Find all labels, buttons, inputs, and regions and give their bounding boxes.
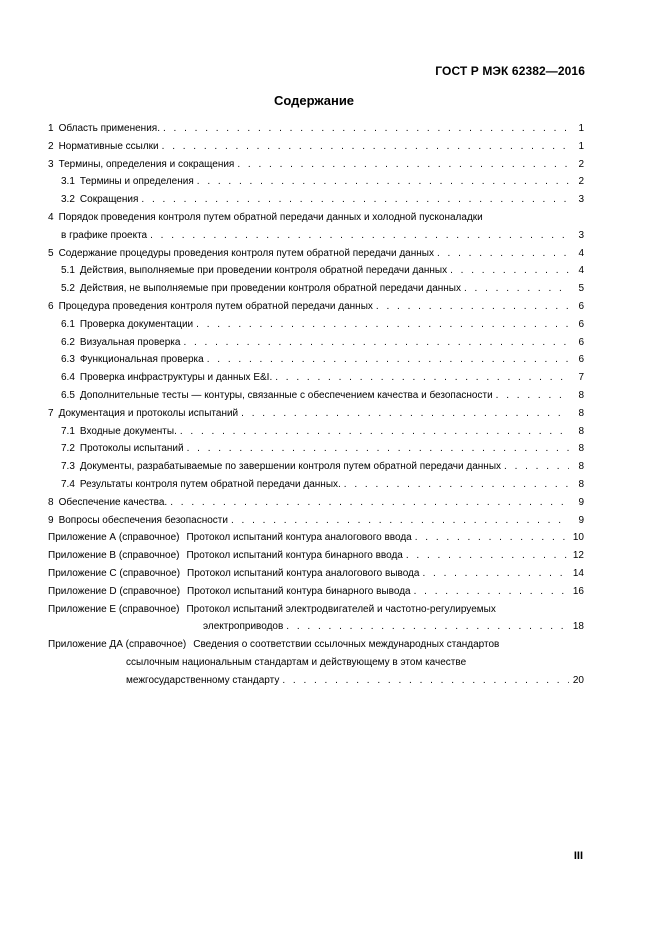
appendix-title-continued: ссылочным национальным стандартам и действующему в этом качестве <box>126 656 467 668</box>
toc-entry <box>48 351 584 369</box>
toc-entry <box>48 120 584 138</box>
toc-entry-title: Дополнительные тесты — контуры, связанные с обеспечением качества и безопасности <box>79 389 493 401</box>
toc-entry-title: Нормативные ссылки <box>58 140 159 152</box>
appendix-page: 14 <box>572 567 584 579</box>
toc-entry-title: Визуальная проверка <box>79 336 181 348</box>
toc-entry-page: 8 <box>578 443 584 455</box>
toc-entry-number: 6.5 <box>61 389 75 401</box>
toc-entry-page: 6 <box>578 354 584 366</box>
toc-entry-number: 3.1 <box>61 176 75 188</box>
toc-leader-dots <box>237 156 569 174</box>
toc-entry <box>48 298 584 316</box>
toc-entry-title: Вопросы обеспечения безопасности <box>58 514 228 526</box>
toc-entry <box>48 227 584 245</box>
toc-entry-title: Процедура проведения контроля путем обратной передачи данных <box>58 300 373 312</box>
toc-entry-page: 7 <box>578 372 584 384</box>
toc-entry-page: 6 <box>578 300 584 312</box>
appendix-label: Приложение В (справочное) <box>48 550 180 562</box>
toc-leader-dots <box>183 334 569 352</box>
page-number: III <box>573 850 583 862</box>
toc-entry-number: 6.4 <box>61 372 75 384</box>
toc-entry-title: Действия, выполняемые при проведении контроля обратной передачи данных <box>79 265 448 277</box>
toc-entry <box>48 512 584 530</box>
appendix-label: Приложение Е (справочное) <box>48 603 180 615</box>
toc-leader-dots <box>150 227 569 245</box>
toc-entry-page: 5 <box>578 283 584 295</box>
toc-entry-page: 1 <box>578 123 584 134</box>
toc-leader-dots <box>196 316 569 334</box>
toc-entry-page: 3 <box>578 194 584 206</box>
toc-entry-page: 2 <box>578 176 584 188</box>
toc-entry <box>48 334 584 352</box>
toc-entry-number: 7.3 <box>61 461 75 473</box>
toc-entry-page: 8 <box>578 425 584 437</box>
appendix-page: 10 <box>572 532 584 544</box>
toc-leader-dots <box>414 583 569 601</box>
appendix-entry <box>48 565 584 583</box>
toc-entry <box>48 156 584 174</box>
toc-entry-number: 3.2 <box>61 194 75 206</box>
appendix-page: 20 <box>572 674 584 686</box>
toc-leader-dots <box>464 280 569 298</box>
appendix-title: Протокол испытаний контура аналогового ввода <box>186 532 412 544</box>
toc-entry-title: Документация и протоколы испытаний <box>58 407 239 419</box>
toc-entry-page: 4 <box>578 265 584 277</box>
appendix-title-continued: электроприводов <box>203 621 284 633</box>
toc-entry-number: 6.3 <box>61 354 75 366</box>
toc-leader-dots <box>170 494 569 512</box>
toc-entry-page: 8 <box>578 407 584 419</box>
toc-entry <box>48 476 584 494</box>
toc-entry <box>48 369 584 387</box>
toc-entry-number: 6 <box>48 300 54 312</box>
toc-entry-page: 2 <box>578 158 584 170</box>
toc-entry-page: 9 <box>578 514 584 526</box>
toc-entry <box>48 138 584 156</box>
toc-entry <box>48 316 584 334</box>
toc-entry <box>48 458 584 476</box>
toc-entry-number: 6.2 <box>61 336 75 348</box>
toc-leader-dots <box>231 512 569 530</box>
toc-entry-number: 3 <box>48 158 54 170</box>
table-of-contents <box>48 120 584 690</box>
toc-leader-dots <box>344 476 569 494</box>
appendix-entry <box>48 618 584 636</box>
toc-entry-page: 4 <box>578 247 584 259</box>
appendix-entry <box>48 529 584 547</box>
toc-entry-page: 1 <box>578 140 584 152</box>
toc-leader-dots <box>496 387 569 405</box>
toc-entry <box>48 494 584 512</box>
toc-leader-dots <box>241 405 569 423</box>
appendix-label: Приложение ДА (справочное) <box>48 639 187 651</box>
toc-leader-dots <box>180 423 569 441</box>
appendix-label: Приложение С (справочное) <box>48 567 181 579</box>
toc-entry <box>48 440 584 458</box>
toc-entry-title: Протоколы испытаний <box>79 443 184 455</box>
toc-entry-number: 7.2 <box>61 443 75 455</box>
toc-entry-number: 9 <box>48 514 54 526</box>
toc-leader-dots <box>162 138 569 156</box>
toc-leader-dots <box>504 458 569 476</box>
toc-entry-title: Сокращения <box>79 194 139 206</box>
toc-entry <box>48 423 584 441</box>
toc-entry-title: Область применения. <box>58 123 160 134</box>
toc-entry-page: 6 <box>578 318 584 330</box>
toc-leader-dots <box>197 173 569 191</box>
toc-leader-dots <box>376 298 569 316</box>
toc-entry-page: 8 <box>578 478 584 490</box>
toc-entry-title: Действия, не выполняемые при проведении контроля обратной передачи данных <box>79 283 461 295</box>
toc-entry-title: Порядок проведения контроля путем обратной передачи данных и холодной пусконаладки <box>58 211 483 223</box>
toc-leader-dots <box>406 547 569 565</box>
appendix-entry-line <box>48 636 584 654</box>
toc-entry-number: 5.2 <box>61 283 75 295</box>
toc-leader-dots <box>282 672 569 690</box>
toc-entry <box>48 191 584 209</box>
toc-entry <box>48 280 584 298</box>
appendix-title: Протокол испытаний контура бинарного вывода <box>187 585 411 597</box>
toc-entry-title: Термины и определения <box>79 176 194 188</box>
toc-entry-number: 7 <box>48 407 54 419</box>
appendix-title: Протокол испытаний электродвигателей и частотно-регулируемых <box>186 603 496 615</box>
toc-leader-dots <box>422 565 569 583</box>
toc-entry-number: 8 <box>48 496 54 508</box>
appendix-page: 16 <box>572 585 584 597</box>
toc-entry-number: 6.1 <box>61 318 75 330</box>
appendix-entry <box>48 583 584 601</box>
toc-entry <box>48 262 584 280</box>
appendix-label: Приложение А (справочное) <box>48 532 180 544</box>
toc-entry-page: 9 <box>578 496 584 508</box>
appendix-page: 18 <box>572 621 584 633</box>
toc-entry-title-continued: в графике проекта <box>61 229 148 241</box>
toc-leader-dots <box>275 369 569 387</box>
toc-entry <box>48 173 584 191</box>
toc-entry-number: 2 <box>48 140 54 152</box>
toc-leader-dots <box>450 262 569 280</box>
toc-entry-title: Обеспечение качества. <box>58 496 168 508</box>
page-title: Содержание <box>273 93 355 108</box>
appendix-title: Сведения о соответствии ссылочных международных стандартов <box>193 639 500 651</box>
toc-entry <box>48 387 584 405</box>
toc-leader-dots <box>207 351 569 369</box>
appendix-entry-line <box>48 601 584 619</box>
toc-entry-title: Содержание процедуры проведения контроля путем обратной передачи данных <box>58 247 434 259</box>
toc-entry <box>48 405 584 423</box>
toc-entry-number: 4 <box>48 211 54 223</box>
toc-entry-title: Термины, определения и сокращения <box>58 158 235 170</box>
toc-entry-page: 8 <box>578 461 584 473</box>
toc-entry-number: 5 <box>48 247 54 259</box>
toc-entry-number: 5.1 <box>61 265 75 277</box>
toc-entry <box>48 245 584 263</box>
toc-leader-dots <box>163 120 569 138</box>
toc-entry-title: Результаты контроля путем обратной передачи данных. <box>79 478 341 490</box>
document-code: ГОСТ Р МЭК 62382—2016 <box>435 64 585 78</box>
toc-entry-title: Документы, разрабатываемые по завершении контроля путем обратной передачи данных <box>79 461 502 473</box>
toc-entry-number: 1 <box>48 123 54 134</box>
toc-entry-page: 6 <box>578 336 584 348</box>
toc-entry-title: Входные документы. <box>79 425 177 437</box>
toc-leader-dots <box>141 191 569 209</box>
appendix-entry <box>48 672 584 690</box>
toc-entry-page: 8 <box>578 389 584 401</box>
appendix-entry <box>48 547 584 565</box>
appendix-page: 12 <box>572 550 584 562</box>
toc-entry-number: 7.4 <box>61 478 75 490</box>
appendix-title-continued: межгосударственному стандарту <box>126 674 280 686</box>
appendix-label: Приложение D (справочное) <box>48 585 181 597</box>
toc-leader-dots <box>415 529 569 547</box>
toc-entry-title: Проверка документации <box>79 318 194 330</box>
toc-entry-number: 7.1 <box>61 425 75 437</box>
toc-leader-dots <box>187 440 569 458</box>
toc-entry-page: 3 <box>578 229 584 241</box>
toc-entry-line <box>48 209 584 227</box>
toc-entry-title: Функциональная проверка <box>79 354 204 366</box>
appendix-title: Протокол испытаний контура бинарного ввода <box>186 550 403 562</box>
toc-leader-dots <box>437 245 569 263</box>
toc-leader-dots <box>286 618 569 636</box>
appendix-title: Протокол испытаний контура аналогового вывода <box>187 567 420 579</box>
toc-entry-title: Проверка инфраструктуры и данных E&I. <box>79 372 273 384</box>
